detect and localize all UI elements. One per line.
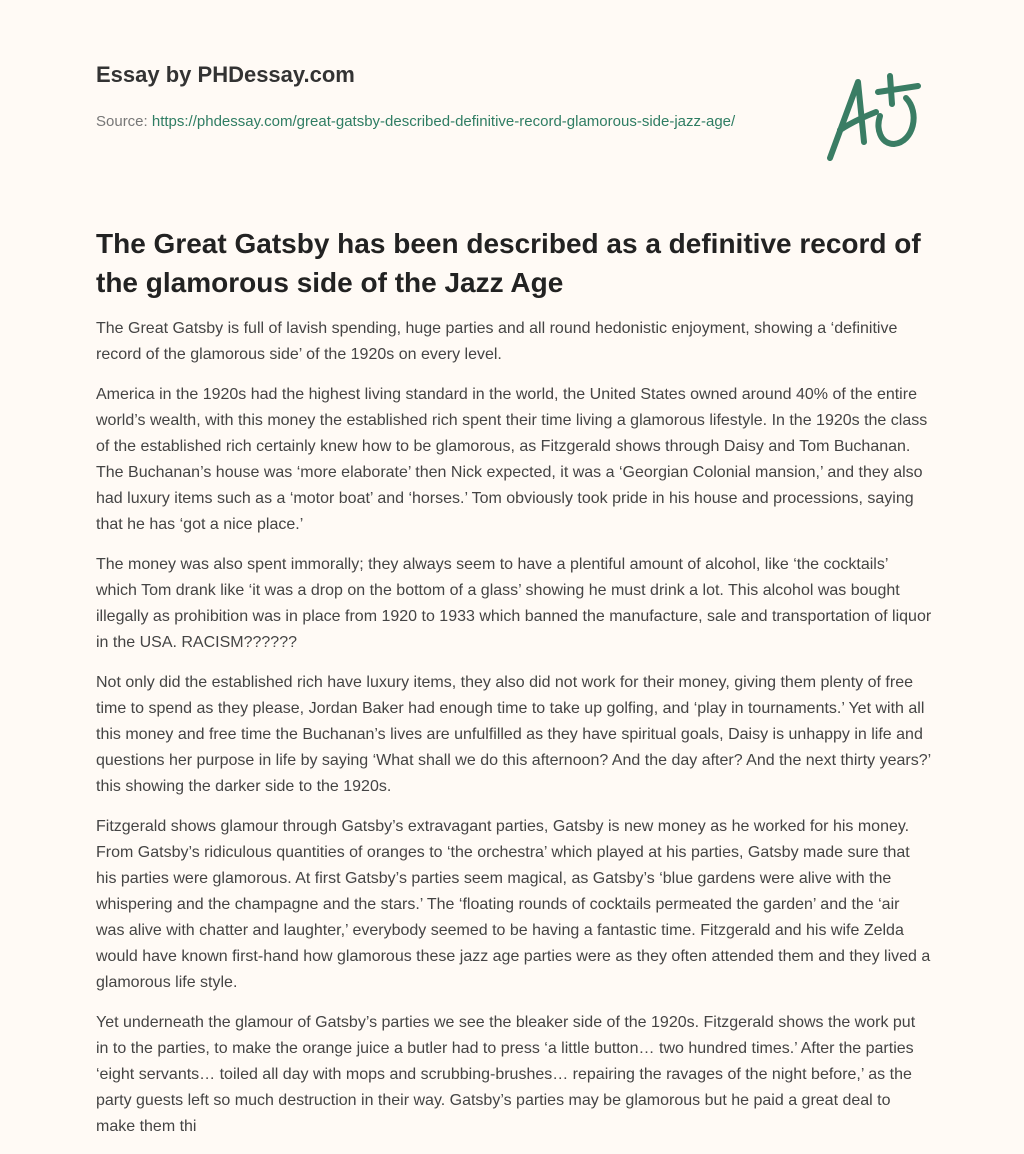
page-header [0,0,1024,200]
paragraph: The Great Gatsby is full of lavish spending, huge parties and all round hedonistic enjoyment, showing a ‘definitive record of the glamorous side’ of the 1920s on every level. [96,320,898,363]
essay-title: The Great Gatsby has been described as a definitive record of the glamorous side of the Jazz Age [96,228,921,298]
essay-body [96,316,932,1140]
a-plus-logo-icon [818,72,928,164]
source-label: Source: [96,113,152,130]
paragraph: Not only did the established rich have luxury items, they also did not work for their money, giving them plenty of free time to spend as they please, Jordan Baker had enough time to take up golfing, and ‘play in tournaments.’ Yet with all this money and free time the Buchanan’s lives are unfulfilled as they have spiritual goals, Daisy is unhappy in life and questions her purpose in life by saying ‘What shall we do this afternoon? And the day after? And the next thirty years?’ this showing the darker side to the 1920s. [96,674,931,795]
paragraph: Yet underneath the glamour of Gatsby’s parties we see the bleaker side of the 1920s. Fitzgerald shows the work put in to the parties, to make the orange juice a butler had to press ‘a little button… two hundred times.’ After the parties ‘eight servants… toiled all day with mops and scrubbing-brushes… repairing the ravages of the night before,’ as the party guests left so much destruction in their way. Gatsby’s parties may be glamorous but he paid a great deal to make them thi [96,1014,916,1135]
source-link[interactable]: https://phdessay.com/great-gatsby-described-definitive-record-glamorous-side-jazz-age/ [151,113,736,130]
paragraph: America in the 1920s had the highest living standard in the world, the United States owned around 40% of the entire world’s wealth, with this money the established rich spent their time living a glamorous lifestyle. In the 1920s the class of the established rich certainly knew how to be glamorous, as Fitzgerald shows through Daisy and Tom Buchanan. The Buchanan’s house was ‘more elaborate’ then Nick expected, it was a ‘Georgian Colonial mansion,’ and they also had luxury items such as a ‘motor boat’ and ‘horses.’ Tom obviously took pride in his house and processions, saying that he has ‘got a nice place.’ [96,386,928,533]
site-brand: Essay by PHDessay.com [96,62,355,87]
paragraph: Fitzgerald shows glamour through Gatsby’s extravagant parties, Gatsby is new money as he worked for his money. From Gatsby’s ridiculous quantities of oranges to ‘the orchestra’ which played at his parties, Gatsby made sure that his parties were glamorous. At first Gatsby’s parties seem magical, as Gatsby’s ‘blue gardens were alive with the whispering and the champagne and the stars.’ The ‘floating rounds of cocktails permeated the garden’ and the ‘air was alive with chatter and laughter,’ everybody seemed to be having a fantastic time. Fitzgerald and his wife Zelda would have known first-hand how glamorous these jazz age parties were as they often attended them and they lived a glamorous life style. [96,818,931,991]
paragraph: The money was also spent immorally; they always seem to have a plentiful amount of alcohol, like ‘the cocktails’ which Tom drank like ‘it was a drop on the bottom of a glass’ showing he must drink a lot. This alcohol was bought illegally as prohibition was in place from 1920 to 1933 which banned the manufacture, sale and transportation of liquor in the USA. RACISM?????? [96,556,932,651]
source-line [96,110,756,134]
essay-main [0,200,1024,1140]
